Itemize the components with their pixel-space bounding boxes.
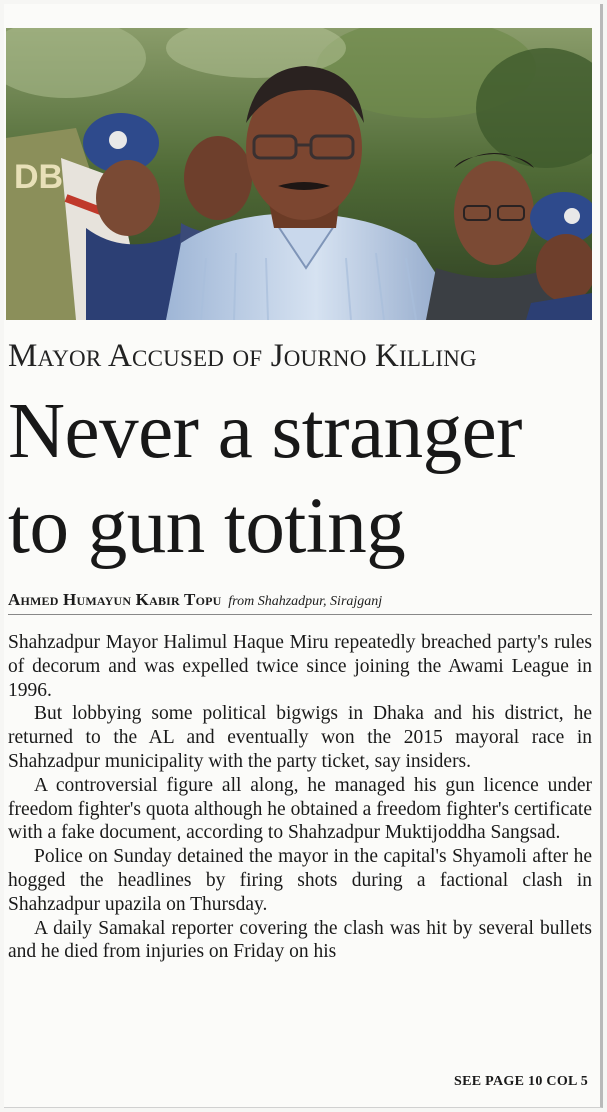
news-clipping	[4, 4, 603, 1108]
news-photo	[6, 28, 592, 320]
article-body	[8, 631, 592, 964]
article-paragraph: But lobbying some political bigwigs in Dhaka and his district, he returned to the AL and eventually won the 2015 mayoral race in Shahzadpur municipality with the party ticket, say insiders.	[8, 703, 592, 772]
vest-text: DB	[14, 158, 64, 196]
byline-dateline: from Shahzadpur, Sirajganj	[228, 594, 383, 609]
article-paragraph: Police on Sunday detained the mayor in the capital's Shyamoli after he hogged the headlines by firing shots during a factional clash in Shahzadpur upazila on Thursday.	[8, 846, 592, 915]
photo-arrested-mayor	[6, 28, 592, 320]
article-paragraph: Shahzadpur Mayor Halimul Haque Miru repeatedly breached party's rules of decorum and was expelled twice since joining the Awami League in 1996.	[8, 632, 592, 701]
jump-line: SEE PAGE 10 COL 5	[454, 1074, 588, 1089]
main-headline: Never a stranger to gun toting	[8, 388, 522, 570]
byline	[8, 589, 592, 615]
article-paragraph: A daily Samakal reporter covering the clash was hit by several bullets and he died from injuries on Friday on his	[8, 917, 592, 963]
byline-author: Ahmed Humayun Kabir Topu	[8, 590, 222, 609]
kicker-headline: Mayor Accused of Journo Killing	[8, 338, 477, 374]
article-paragraph: A controversial figure all along, he managed his gun licence under freedom fighter's quota although he obtained a freedom fighter's certificate with a fake document, according to Shahzadpur Muktijoddha Sangsad.	[8, 774, 592, 844]
